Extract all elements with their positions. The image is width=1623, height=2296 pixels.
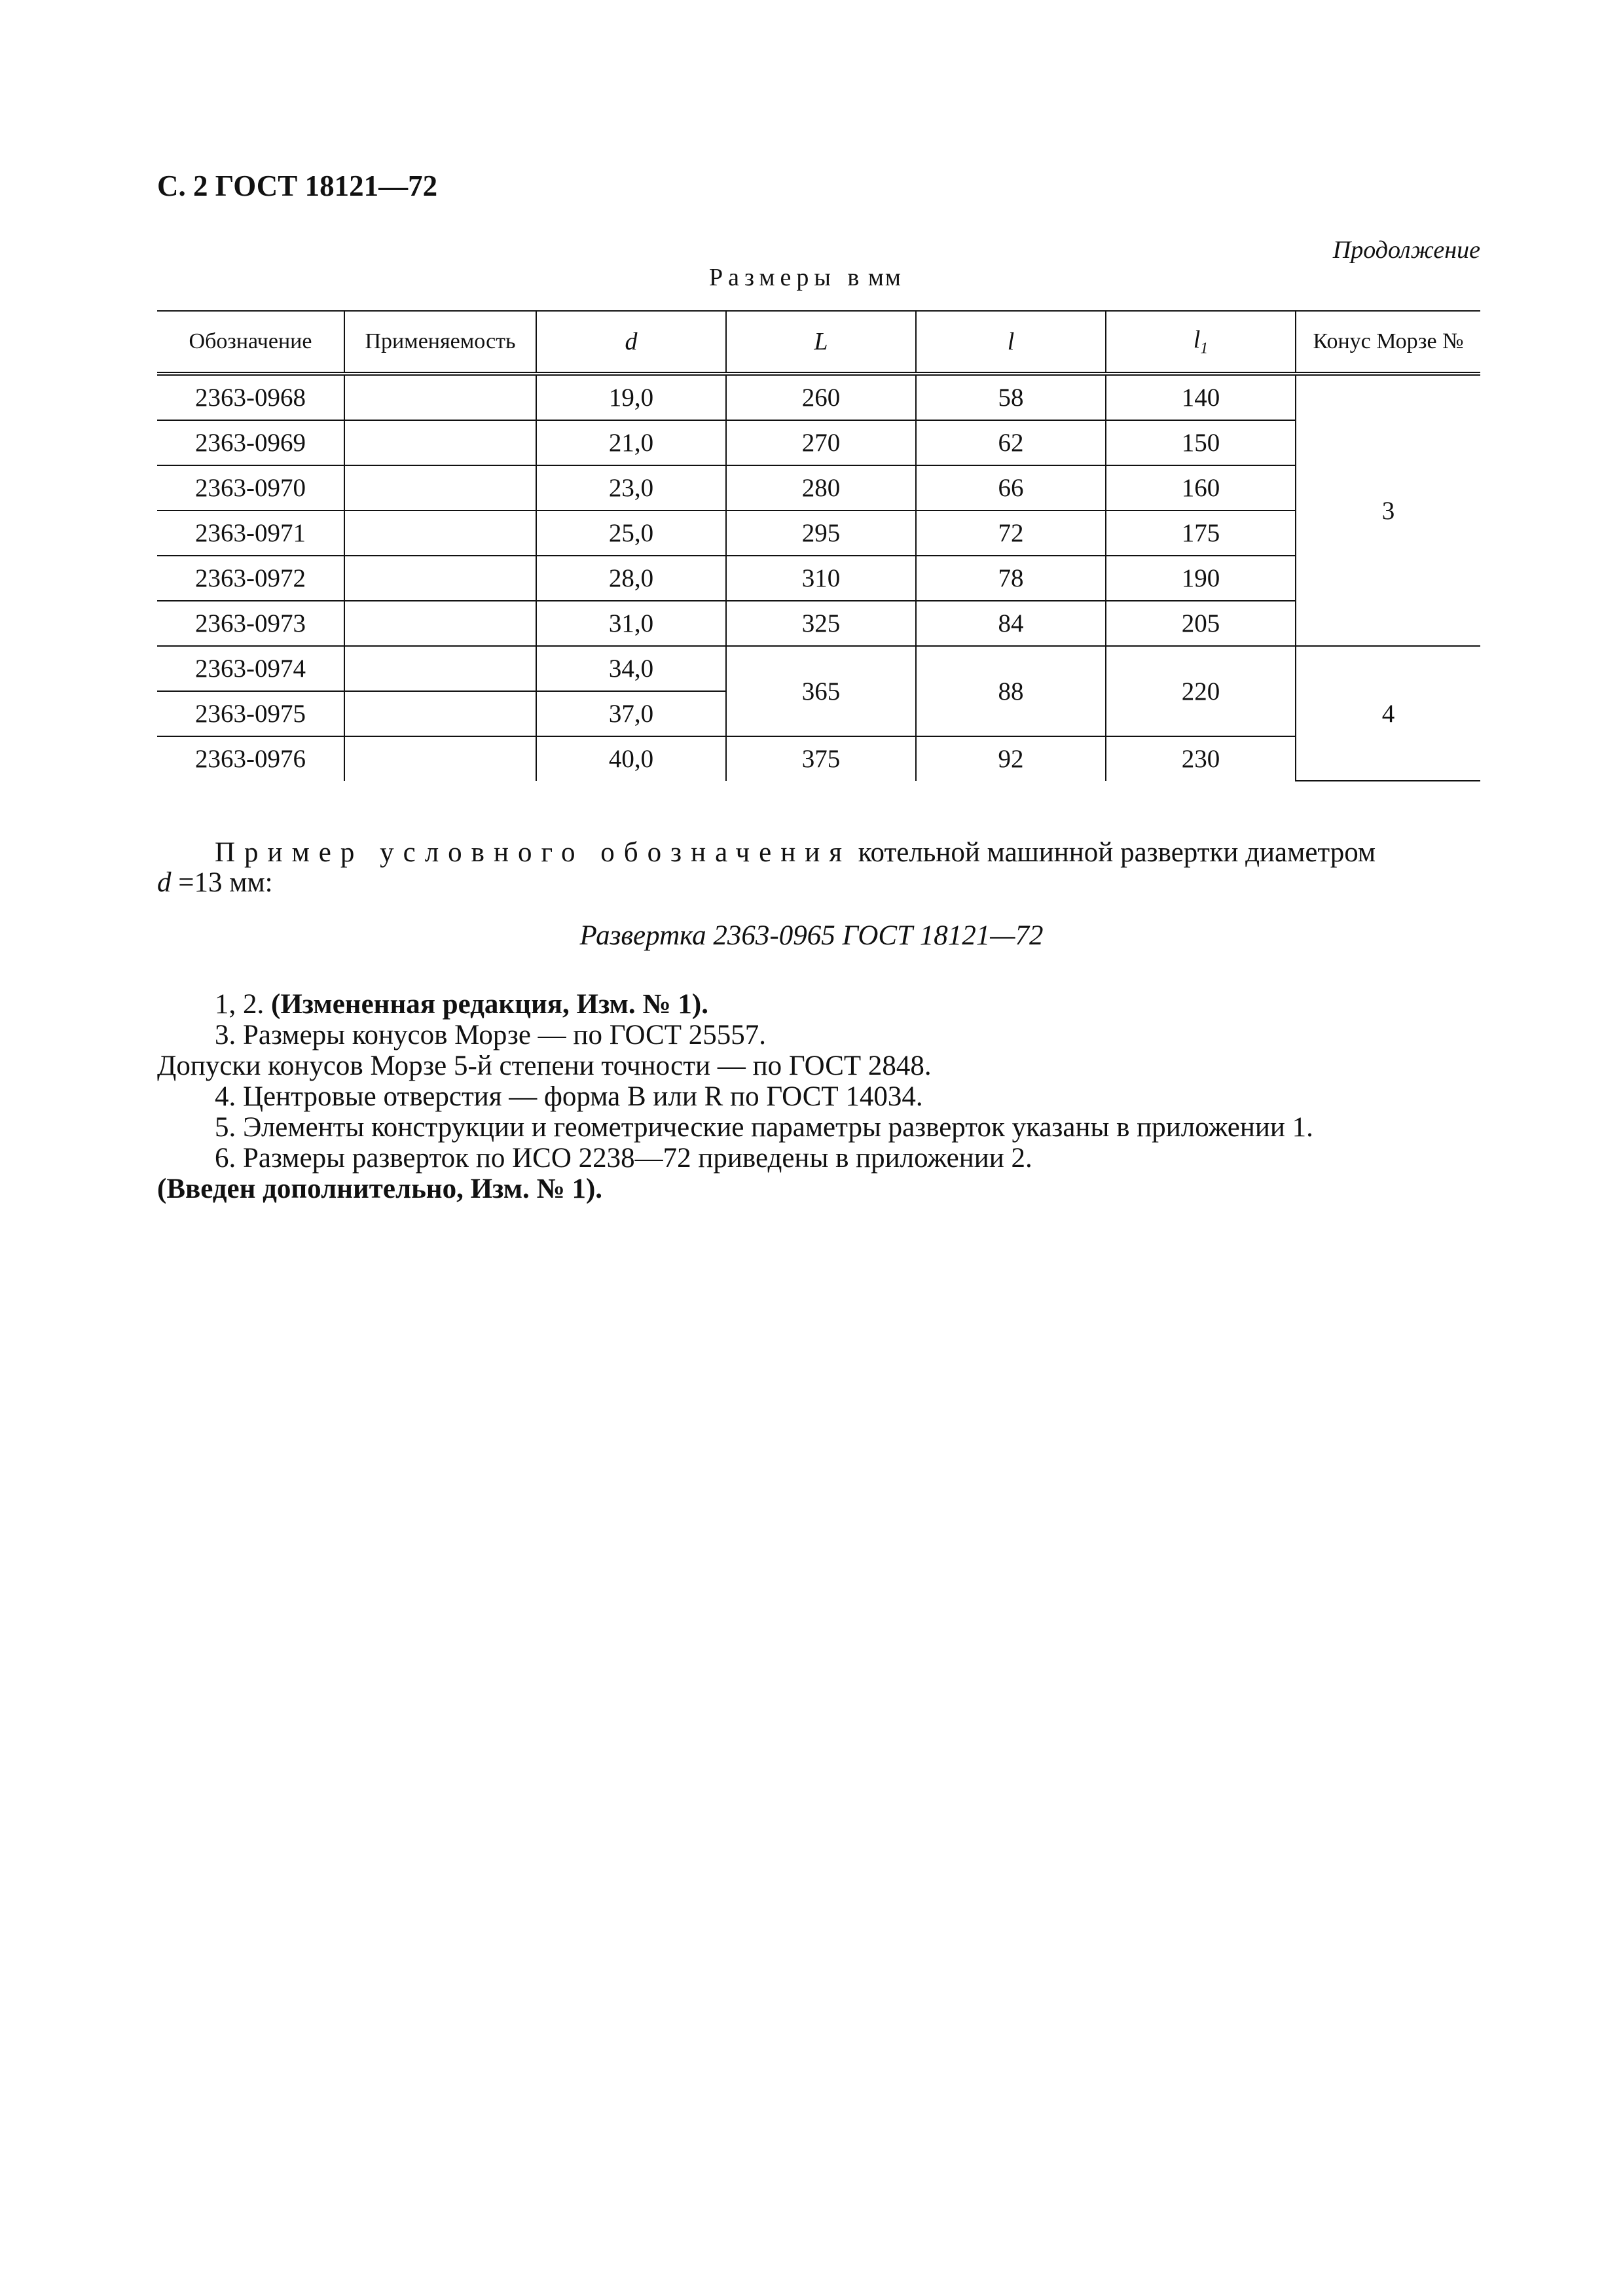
cell-d: 40,0 — [536, 736, 726, 781]
table-row — [157, 511, 1480, 556]
cell-d: 37,0 — [536, 691, 726, 736]
cell-l1: 205 — [1106, 601, 1296, 646]
cell-d: 21,0 — [536, 420, 726, 465]
cell-L: 280 — [726, 465, 916, 511]
units-caption — [709, 263, 902, 292]
note-6: 6. Размеры разверток по ИСО 2238—72 приведены в приложении 2. — [215, 1143, 1032, 1174]
table-row — [157, 374, 1480, 420]
cell-applicability — [344, 691, 536, 736]
note-3: 3. Размеры конусов Морзе — по ГОСТ 25557. — [215, 1020, 767, 1050]
cell-applicability — [344, 374, 536, 420]
cell-code: 2363-0971 — [157, 511, 344, 556]
cell-l1: 140 — [1106, 374, 1296, 420]
cell-d: 31,0 — [536, 601, 726, 646]
cell-l: 58 — [916, 374, 1106, 420]
continuation-label: Продолжение — [1332, 236, 1480, 264]
col-header-morse: Конус Морзе № — [1296, 311, 1480, 374]
cell-l: 84 — [916, 601, 1106, 646]
col-header-applicability: Применяемость — [344, 311, 536, 374]
cell-L: 375 — [726, 736, 916, 781]
col-header-d: d — [536, 311, 726, 374]
cell-l1: 175 — [1106, 511, 1296, 556]
cell-l1: 220 — [1106, 646, 1296, 736]
example-d-symbol: d — [157, 867, 172, 898]
col-header-designation: Обозначение — [157, 311, 344, 374]
note-4: 4. Центровые отверстия — форма B или R по ГОСТ 14034. — [215, 1081, 923, 1112]
cell-code: 2363-0975 — [157, 691, 344, 736]
col-header-L: L — [726, 311, 916, 374]
cell-applicability — [344, 736, 536, 781]
cell-d: 19,0 — [536, 374, 726, 420]
cell-applicability — [344, 556, 536, 601]
cell-applicability — [344, 646, 536, 691]
cell-L: 270 — [726, 420, 916, 465]
cell-code: 2363-0968 — [157, 374, 344, 420]
cell-code: 2363-0974 — [157, 646, 344, 691]
cell-code: 2363-0973 — [157, 601, 344, 646]
cell-d: 28,0 — [536, 556, 726, 601]
cell-code: 2363-0969 — [157, 420, 344, 465]
cell-d: 34,0 — [536, 646, 726, 691]
col-header-l1: $l_1$ — [1106, 311, 1296, 374]
example-lead: Пример условного обозначения — [215, 837, 852, 868]
dimensions-table — [157, 310, 1480, 781]
table-row — [157, 465, 1480, 511]
table-row — [157, 556, 1480, 601]
cell-l1: 160 — [1106, 465, 1296, 511]
note-1-2: 1, 2. (Измененная редакция, Изм. № 1). — [215, 989, 708, 1020]
col-header-l: l — [916, 311, 1106, 374]
units-label: Размеры — [709, 264, 836, 291]
note-5: 5. Элементы конструкции и геометрические параметры разверток указаны в приложении 1. — [215, 1112, 1313, 1143]
cell-morse: 3 — [1296, 374, 1480, 646]
table-row — [157, 420, 1480, 465]
cell-l: 62 — [916, 420, 1106, 465]
table-row — [157, 601, 1480, 646]
cell-code: 2363-0970 — [157, 465, 344, 511]
cell-code: 2363-0976 — [157, 736, 344, 781]
cell-l: 88 — [916, 646, 1106, 736]
table-header-row — [157, 311, 1480, 374]
note-6-amendment: (Введен дополнительно, Изм. № 1). — [157, 1174, 603, 1204]
example-text: котельной машинной развертки диаметром — [851, 837, 1376, 868]
cell-code: 2363-0972 — [157, 556, 344, 601]
example-designation: Развертка 2363-0965 ГОСТ 18121—72 — [579, 920, 1044, 951]
table-row — [157, 736, 1480, 781]
page-header: С. 2 ГОСТ 18121—72 — [157, 170, 438, 202]
cell-d: 25,0 — [536, 511, 726, 556]
cell-l1: 150 — [1106, 420, 1296, 465]
cell-applicability — [344, 601, 536, 646]
cell-l: 92 — [916, 736, 1106, 781]
cell-l: 78 — [916, 556, 1106, 601]
cell-applicability — [344, 511, 536, 556]
note-3-tolerances: Допуски конусов Морзе 5-й степени точности — по ГОСТ 2848. — [157, 1050, 932, 1081]
cell-L: 295 — [726, 511, 916, 556]
cell-d: 23,0 — [536, 465, 726, 511]
cell-L: 310 — [726, 556, 916, 601]
cell-applicability — [344, 465, 536, 511]
cell-L: 365 — [726, 646, 916, 736]
cell-l: 72 — [916, 511, 1106, 556]
cell-l: 66 — [916, 465, 1106, 511]
cell-L: 260 — [726, 374, 916, 420]
table-row — [157, 646, 1480, 691]
cell-morse: 4 — [1296, 646, 1480, 781]
cell-l1: 190 — [1106, 556, 1296, 601]
cell-applicability — [344, 420, 536, 465]
note-1-2-amendment: (Измененная редакция, Изм. № 1). — [271, 989, 708, 1020]
cell-l1: 230 — [1106, 736, 1296, 781]
cell-L: 325 — [726, 601, 916, 646]
example-paragraph — [157, 838, 1480, 898]
example-value: =13 мм: — [171, 867, 273, 898]
units-value: в мм — [847, 264, 902, 291]
notes-block — [157, 990, 1313, 1205]
